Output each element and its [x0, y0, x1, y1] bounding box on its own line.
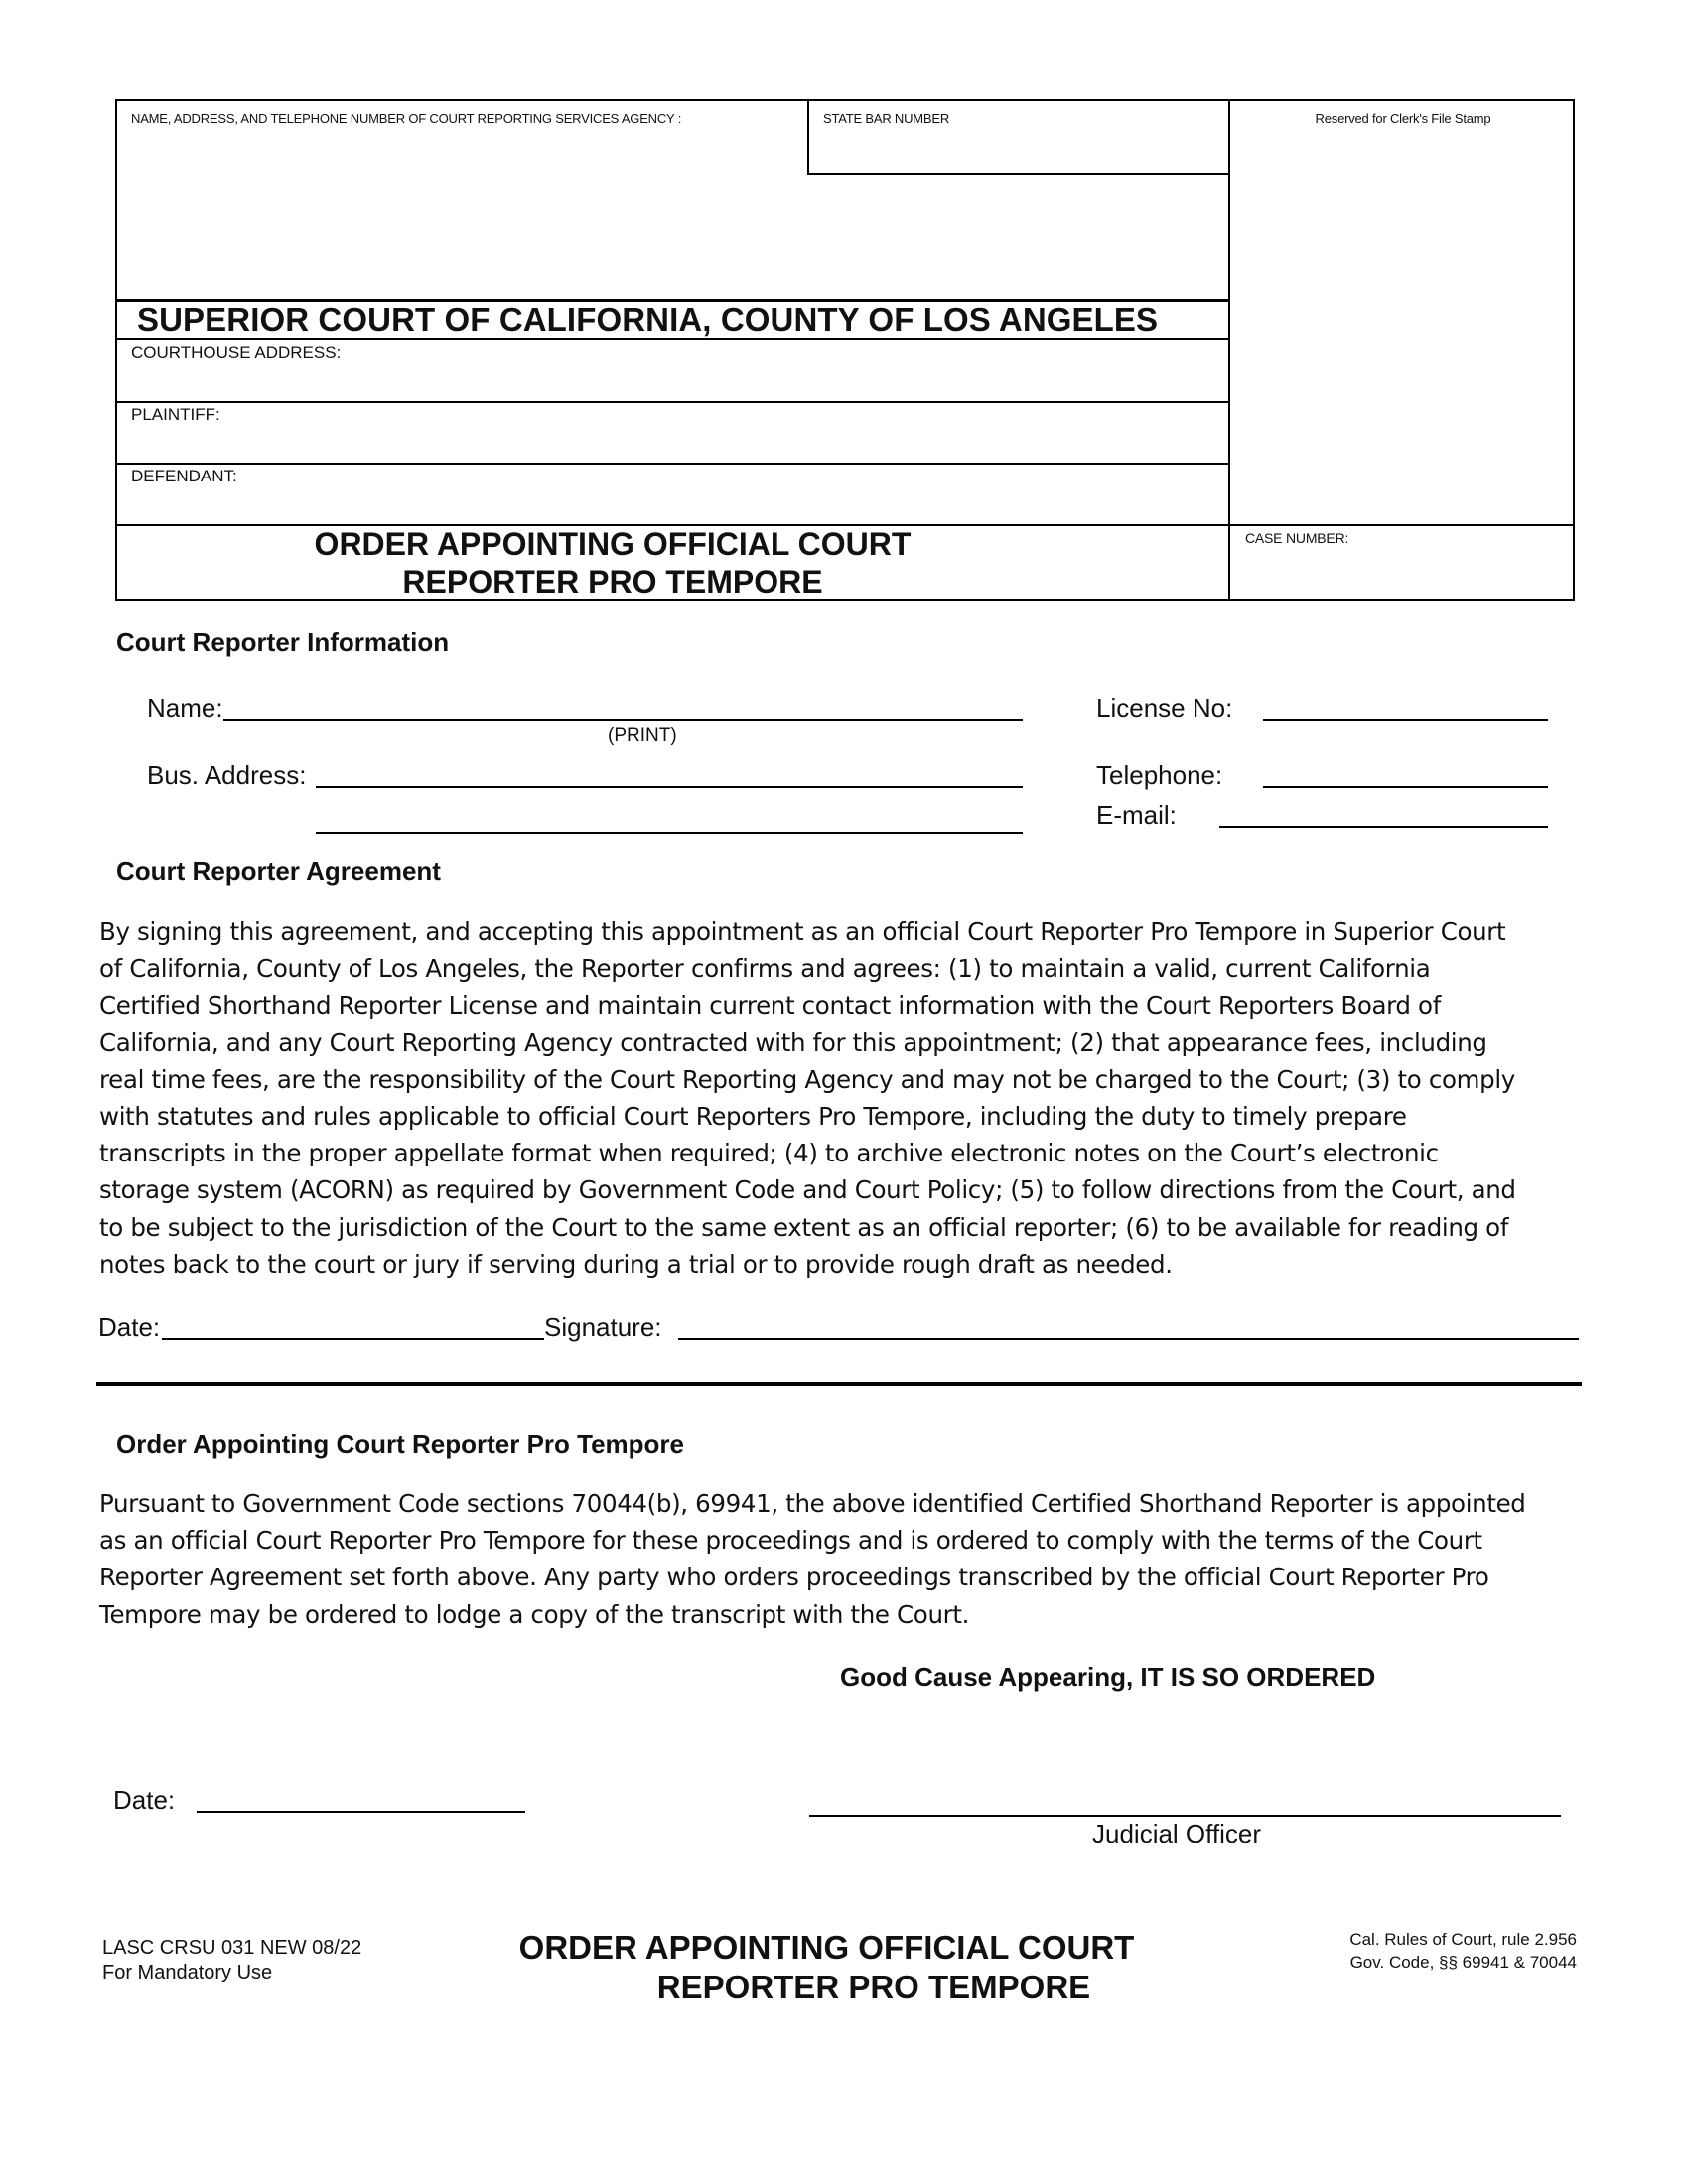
name-field[interactable]	[223, 719, 1023, 721]
section-divider	[96, 1382, 1582, 1386]
judicial-officer-label: Judicial Officer	[1092, 1819, 1262, 1848]
reporter-info-heading: Court Reporter Information	[116, 627, 450, 657]
agreement-heading: Court Reporter Agreement	[116, 856, 441, 886]
judicial-signature-field[interactable]	[809, 1815, 1561, 1817]
state-bar-box-bottom	[807, 173, 1230, 175]
form-id-block	[102, 1936, 361, 1985]
mandatory-use: For Mandatory Use	[102, 1962, 273, 1983]
footer-title-line2: REPORTER PRO TEMPORE	[656, 1969, 1091, 2005]
name-label: Name:	[147, 693, 223, 723]
license-label: License No:	[1096, 693, 1233, 723]
agreement-line: By signing this agreement, and accepting this appointment as an official Court Reporter Pro Tempore in Superior Court	[99, 917, 1506, 946]
caption-title	[115, 525, 1229, 601]
print-note: (PRINT)	[608, 725, 677, 746]
address-field-1[interactable]	[316, 786, 1023, 788]
agreement-text	[99, 913, 1516, 1283]
order-date-label: Date:	[113, 1785, 176, 1815]
rule-citation: Cal. Rules of Court, rule 2.956	[1349, 1930, 1577, 1949]
code-citation: Gov. Code, §§ 69941 & 70044	[1349, 1953, 1577, 1972]
order-line: Reporter Agreement set forth above. Any party who orders proceedings transcribed by the official Court Reporter Pro	[99, 1563, 1489, 1592]
signature-field[interactable]	[678, 1338, 1579, 1340]
agreement-line: storage system (ACORN) as required by Government Code and Court Policy; (5) to follow directions from the Court, and	[99, 1175, 1516, 1205]
state-bar-label: STATE BAR NUMBER	[823, 111, 950, 126]
agreement-line: with statutes and rules applicable to official Court Reporters Pro Tempore, including the duty to timely prepare	[99, 1102, 1407, 1132]
order-line: Tempore may be ordered to lodge a copy of the transcript with the Court.	[99, 1599, 970, 1629]
plaintiff-rule	[115, 463, 1229, 465]
courthouse-address-label: COURTHOUSE ADDRESS:	[131, 343, 342, 362]
clerk-stamp-label: Reserved for Clerk's File Stamp	[1315, 111, 1491, 126]
address-label: Bus. Address:	[147, 760, 307, 790]
agreement-line: notes back to the court or jury if serving during a trial or to provide rough draft as needed.	[99, 1249, 1173, 1279]
email-field[interactable]	[1219, 826, 1548, 828]
order-line: Pursuant to Government Code sections 70044(b), 69941, the above identified Certified Shorthand Reporter is appointed	[99, 1489, 1526, 1518]
order-date-field[interactable]	[197, 1811, 525, 1813]
agreement-line: to be subject to the jurisdiction of the Court to the same extent as an official reporter; (6) to be available for reading of	[99, 1212, 1509, 1242]
case-number-label: CASE NUMBER:	[1245, 530, 1349, 546]
agency-label: NAME, ADDRESS, AND TELEPHONE NUMBER OF COURT REPORTING SERVICES AGENCY :	[131, 111, 682, 126]
order-text	[99, 1485, 1526, 1633]
footer-title-line1: ORDER APPOINTING OFFICIAL COURT	[518, 1929, 1135, 1966]
agreement-line: of California, County of Los Angeles, the Reporter confirms and agrees: (1) to maintain a valid, current California	[99, 954, 1431, 984]
signature-label: Signature:	[544, 1312, 662, 1342]
telephone-field[interactable]	[1263, 786, 1548, 788]
courthouse-rule	[115, 401, 1229, 403]
footer-title	[496, 1928, 1251, 2007]
agreement-line: Certified Shorthand Reporter License and maintain current contact information with the Court Reporters Board of	[99, 991, 1441, 1021]
plaintiff-label: PLAINTIFF:	[131, 405, 220, 424]
agreement-date-field[interactable]	[162, 1338, 544, 1340]
telephone-label: Telephone:	[1096, 760, 1223, 790]
agreement-line: California, and any Court Reporting Agency contracted with for this appointment; (2) that appearance fees, including	[99, 1027, 1487, 1057]
form-id: LASC CRSU 031 NEW 08/22	[102, 1937, 362, 1959]
court-name: SUPERIOR COURT OF CALIFORNIA, COUNTY OF LOS ANGELES	[137, 301, 1159, 338]
agreement-date-label: Date:	[98, 1312, 161, 1342]
state-bar-box	[807, 99, 809, 175]
caption-title-line1: ORDER APPOINTING OFFICIAL COURT	[314, 526, 912, 562]
defendant-label: DEFENDANT:	[131, 467, 237, 485]
agreement-line: real time fees, are the responsibility of the Court Reporting Agency and may not be charged to the Court; (3) to comply	[99, 1064, 1515, 1094]
order-heading: Order Appointing Court Reporter Pro Tempore	[116, 1430, 685, 1459]
caption-title-line2: REPORTER PRO TEMPORE	[402, 564, 823, 600]
address-field-2[interactable]	[316, 832, 1023, 834]
license-field[interactable]	[1263, 719, 1548, 721]
authority-block	[1251, 1928, 1577, 1974]
agreement-line: transcripts in the proper appellate format when required; (4) to archive electronic notes on the Court’s electronic	[99, 1139, 1439, 1168]
email-label: E-mail:	[1096, 800, 1177, 830]
good-cause-text: Good Cause Appearing, IT IS SO ORDERED	[840, 1662, 1376, 1692]
order-line: as an official Court Reporter Pro Tempore for these proceedings and is ordered to comply with the terms of the Court	[99, 1526, 1482, 1556]
